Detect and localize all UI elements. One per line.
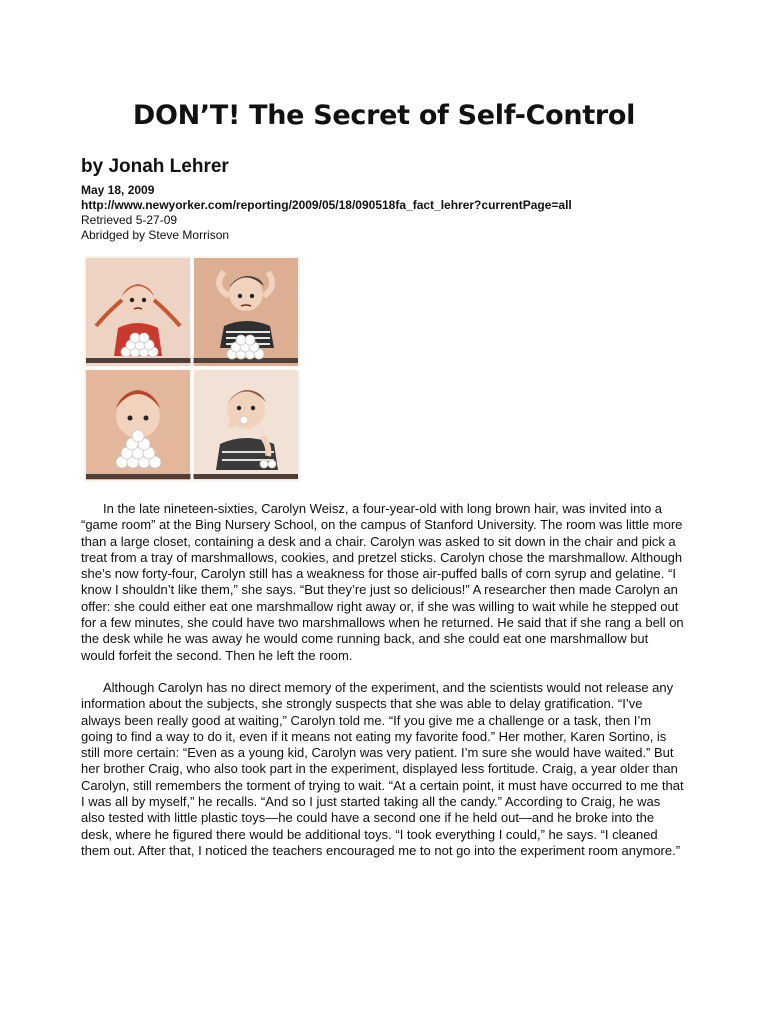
source-url: http://www.newyorker.com/reporting/2009/05/18/090518fa_fact_lehrer?currentPage=all (81, 198, 572, 212)
comic-panels-image (84, 256, 300, 482)
paragraph: Although Carolyn has no direct memory of the experiment, and the scientists would not release any information about the subjects, she strongly suspects that she was able to delay gratification. “I’ve always been really good at waiting,” Carolyn told me. “If you give me a challenge or a task, then I’m going to find a way to do it, even if it means not eating my favorite food.” Her mother, Karen Sortino, is still more certain: “Even as a young kid, Carolyn was very patient. I’m sure she would have waited.” But her brother Craig, who also took part in the experiment, displayed less fortitude. Craig, a year older than Carolyn, still remembers the torment of trying to wait. “At a certain point, it must have occurred to me that I was all by myself,” he recalls. “And so I just started taking all the candy.” According to Craig, he was also tested with little plastic toys—he could have a second one if he held out—and he broke into the desk, where he figured there would be additional toys. “I took everything I could,” he says. “I cleaned them out. After that, I noticed the teachers encouraged me to not go into the experiment room anymore.” (81, 679, 684, 858)
article-meta (81, 183, 572, 243)
marshmallow-illustration (84, 256, 300, 482)
retrieved-note: Retrieved 5-27-09 (81, 213, 178, 227)
paragraph: In the late nineteen-sixties, Carolyn Weisz, a four-year-old with long brown hair, was invited into a “game room” at the Bing Nursery School, on the campus of Stanford University. The room was little more than a large closet, containing a desk and a chair. Carolyn was asked to sit down in the chair and pick a treat from a tray of marshmallows, cookies, and pretzel sticks. Carolyn chose the marshmallow. Although she’s now forty-four, Carolyn still has a weakness for those air-puffed balls of corn syrup and gelatine. “I know I shouldn’t like them,” she says. “But they’re just so delicious!” A researcher then made Carolyn an offer: she could either eat one marshmallow right away or, if she was willing to wait while he stepped out for a few minutes, she could have two marshmallows when he returned. He said that if she rang a bell on the desk while he was away he would come running back, and she could eat one marshmallow but would forfeit the second. Then he left the room. (81, 501, 684, 663)
article-date: May 18, 2009 (81, 183, 155, 197)
article-title: DON’T! The Secret of Self-Control (132, 100, 636, 131)
abridged-note: Abridged by Steve Morrison (81, 228, 230, 242)
article-body (81, 501, 685, 875)
article-byline: by Jonah Lehrer (81, 156, 229, 177)
